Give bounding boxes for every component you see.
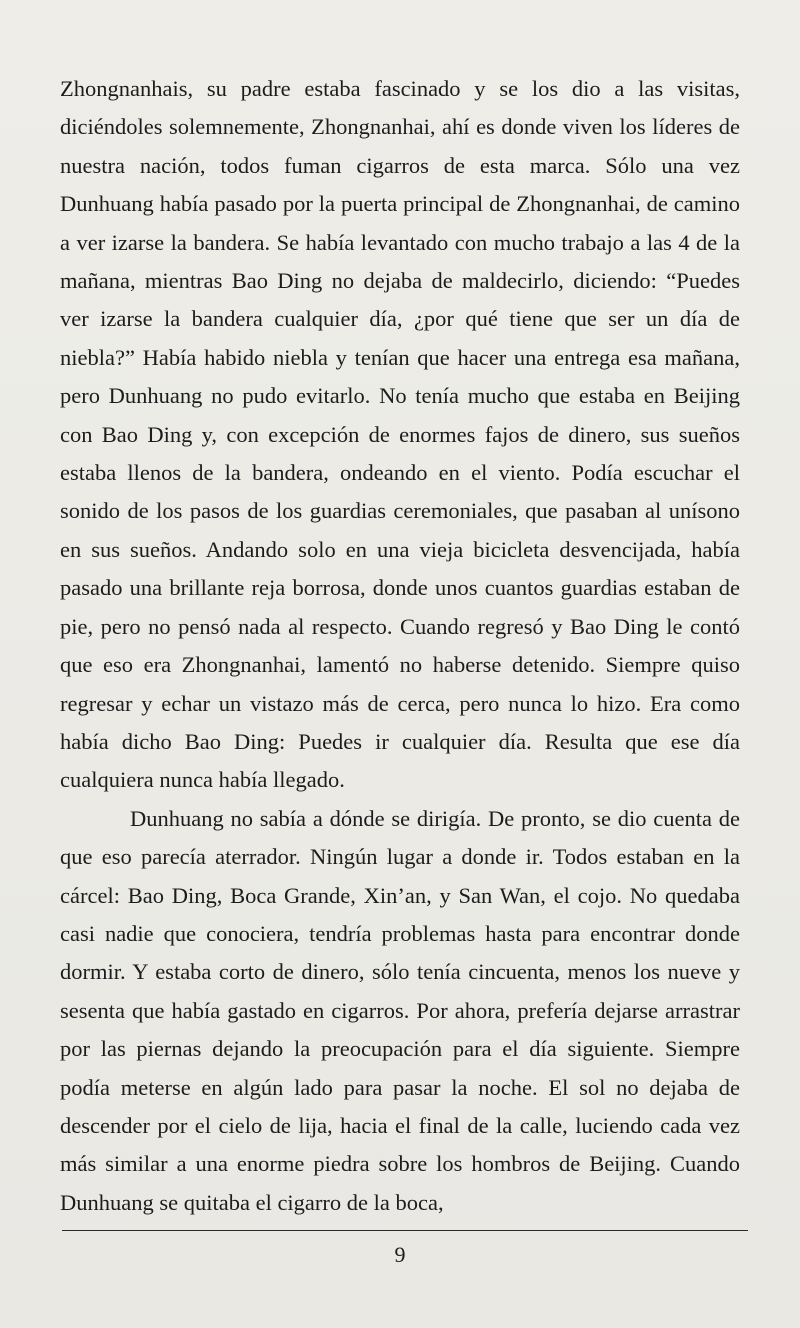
page-number: 9	[394, 1242, 406, 1267]
paragraph-continued: Zhongnanhais, su padre estaba fascinado y se los dio a las visitas, diciéndoles solemnemente, Zhongnanhai, ahí es donde viven los líderes de nuestra nación, todos fuman cigarros de esta marca. Sólo una vez Dunhuang había pasado por la puerta principal de Zhongnanhai, de camino a ver izarse la bandera. Se había levantado con mucho trabajo a las 4 de la mañana, mientras Bao Ding no dejaba de maldecirlo, diciendo: “Puedes ver izarse la bandera cualquier día, ¿por qué tiene que ser un día de niebla?” Había habido niebla y tenían que hacer una entrega esa mañana, pero Dunhuang no pudo evitarlo. No tenía mucho que estaba en Beijing con Bao Ding y, con excepción de enormes fajos de dinero, sus sueños estaba llenos de la bandera, ondeando en el viento. Podía escuchar el sonido de los pasos de los guardias ceremoniales, que pasaban al unísono en sus sueños. Andando solo en una vieja bicicleta desvencijada, había pasado una brillante reja borrosa, donde unos cuantos guardias estaban de pie, pero no pensó nada al respecto. Cuando regresó y Bao Ding le contó que eso era Zhongnanhai, lamentó no haberse detenido. Siempre quiso regresar y echar un vistazo más de cerca, pero nunca lo hizo. Era como había dicho Bao Ding: Puedes ir cualquier día. Resulta que ese día cualquiera nunca había llegado.	[60, 76, 740, 793]
paragraph-new: Dunhuang no sabía a dónde se dirigía. De pronto, se dio cuenta de que eso parecía aterrador. Ningún lugar a donde ir. Todos estaban en la cárcel: Bao Ding, Boca Grande, Xin’an, y San Wan, el cojo. No quedaba casi nadie que conociera, tendría problemas hasta para encontrar donde dormir. Y estaba corto de dinero, sólo tenía cincuenta, menos los nueve y sesenta que había gastado en cigarros. Por ahora, prefería dejarse arrastrar por las piernas dejando la preocupación para el día siguiente. Siempre podía meterse en algún lado para pasar la noche. El sol no dejaba de descender por el cielo de lija, hacia el final de la calle, luciendo cada vez más similar a una enorme piedra sobre los hombros de Beijing. Cuando Dunhuang se quitaba el cigarro de la boca,	[60, 805, 740, 1215]
body-text	[60, 70, 740, 1222]
footer-rule	[62, 1230, 748, 1231]
